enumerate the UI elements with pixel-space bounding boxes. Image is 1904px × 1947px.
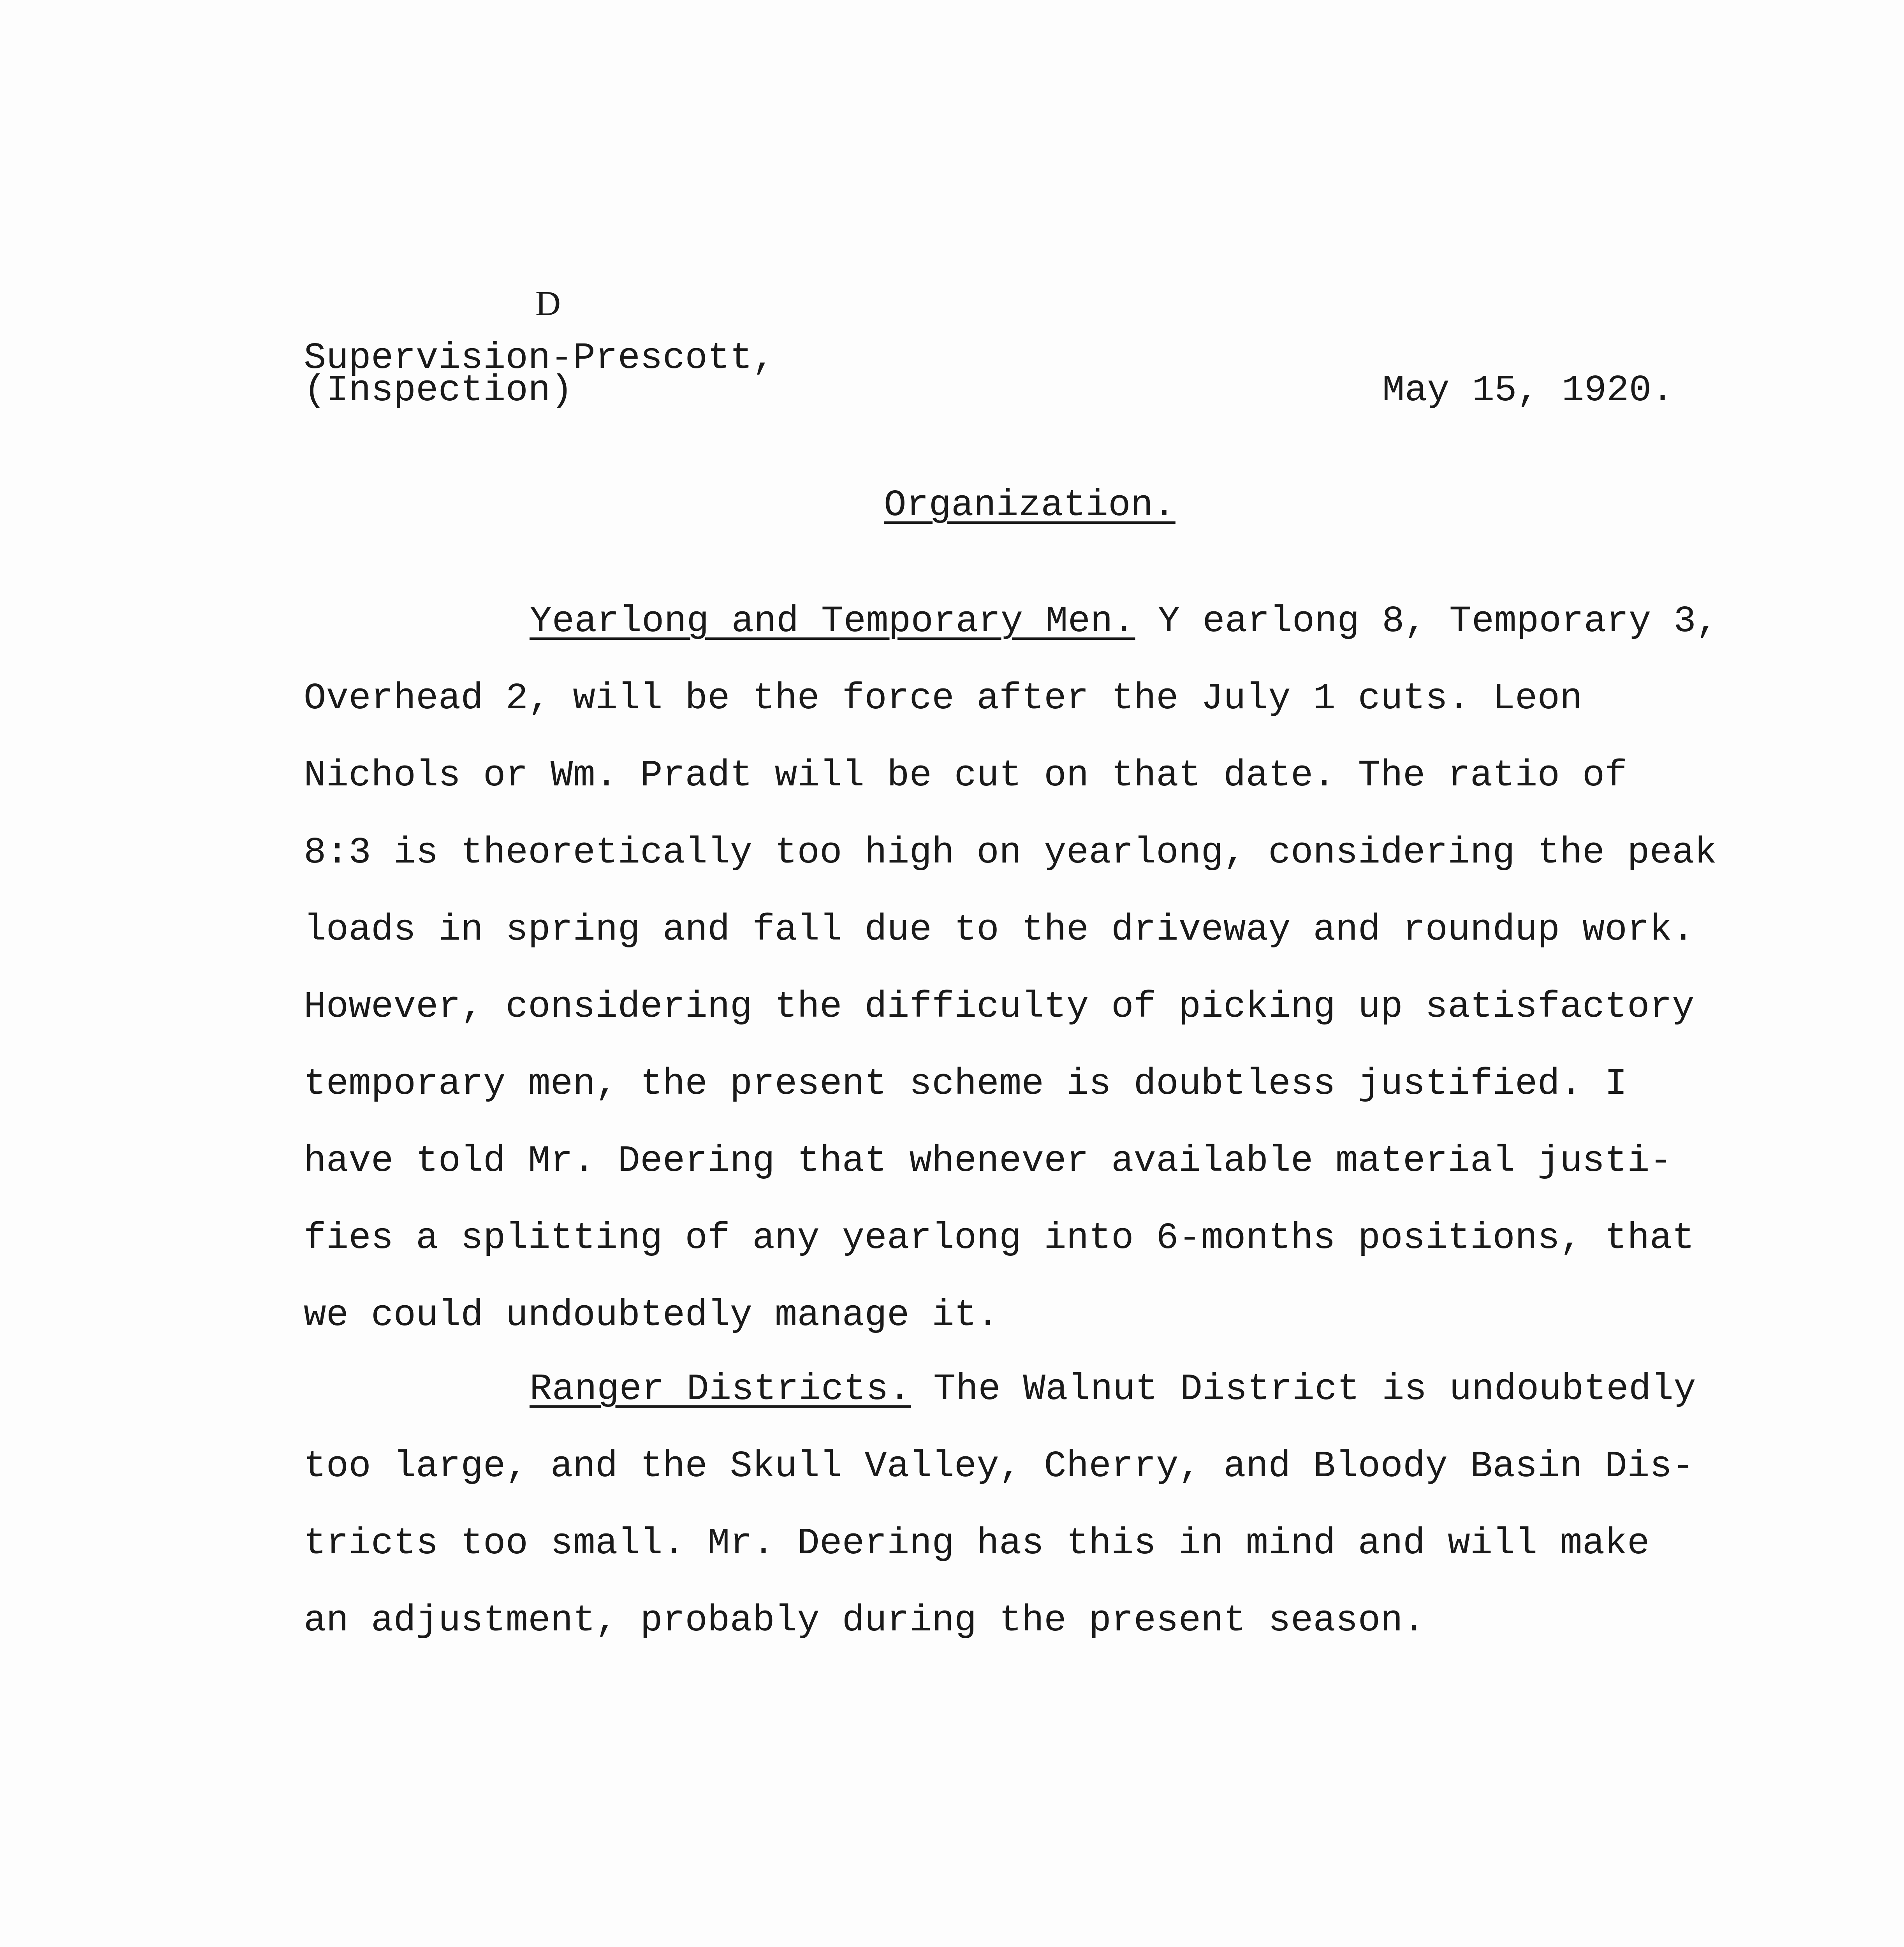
- corner-mark: D: [535, 284, 561, 323]
- body-line: 8:3 is theoretically too high on yearlong, considering the peak: [304, 831, 1717, 874]
- section-2-first-line-text: The Walnut District is undoubtedly: [933, 1368, 1696, 1410]
- body-line: fies a splitting of any yearlong into 6-months positions, that: [304, 1217, 1695, 1259]
- section-2-first-line: [304, 1368, 1783, 1410]
- section-2-title: Ranger Districts.: [530, 1368, 911, 1410]
- file-reference-line-1: Supervision-Prescott,: [304, 337, 775, 379]
- section-1-title: Yearlong and Temporary Men.: [530, 600, 1135, 643]
- document-heading: Organization.: [884, 484, 1175, 526]
- body-line: an adjustment, probably during the present season.: [304, 1599, 1425, 1642]
- body-line: too large, and the Skull Valley, Cherry, and Bloody Basin Dis-: [304, 1445, 1695, 1488]
- body-line: have told Mr. Deering that whenever available material justi-: [304, 1140, 1672, 1182]
- body-line: However, considering the difficulty of picking up satisfactory: [304, 986, 1695, 1028]
- section-1-first-line-text: Y earlong 8, Temporary 3,: [1158, 600, 1719, 643]
- section-1-first-line: [304, 600, 1783, 643]
- body-line: loads in spring and fall due to the driveway and roundup work.: [304, 908, 1695, 951]
- body-line: Overhead 2, will be the force after the July 1 cuts. Leon: [304, 677, 1582, 720]
- body-line: tricts too small. Mr. Deering has this in mind and will make: [304, 1522, 1650, 1565]
- body-line: Nichols or Wm. Pradt will be cut on that date. The ratio of: [304, 754, 1627, 797]
- document-date: May 15, 1920.: [1382, 369, 1674, 412]
- file-reference-line-2: (Inspection): [304, 369, 573, 412]
- body-line: temporary men, the present scheme is doubtless justified. I: [304, 1063, 1627, 1105]
- body-line: we could undoubtedly manage it.: [304, 1294, 999, 1336]
